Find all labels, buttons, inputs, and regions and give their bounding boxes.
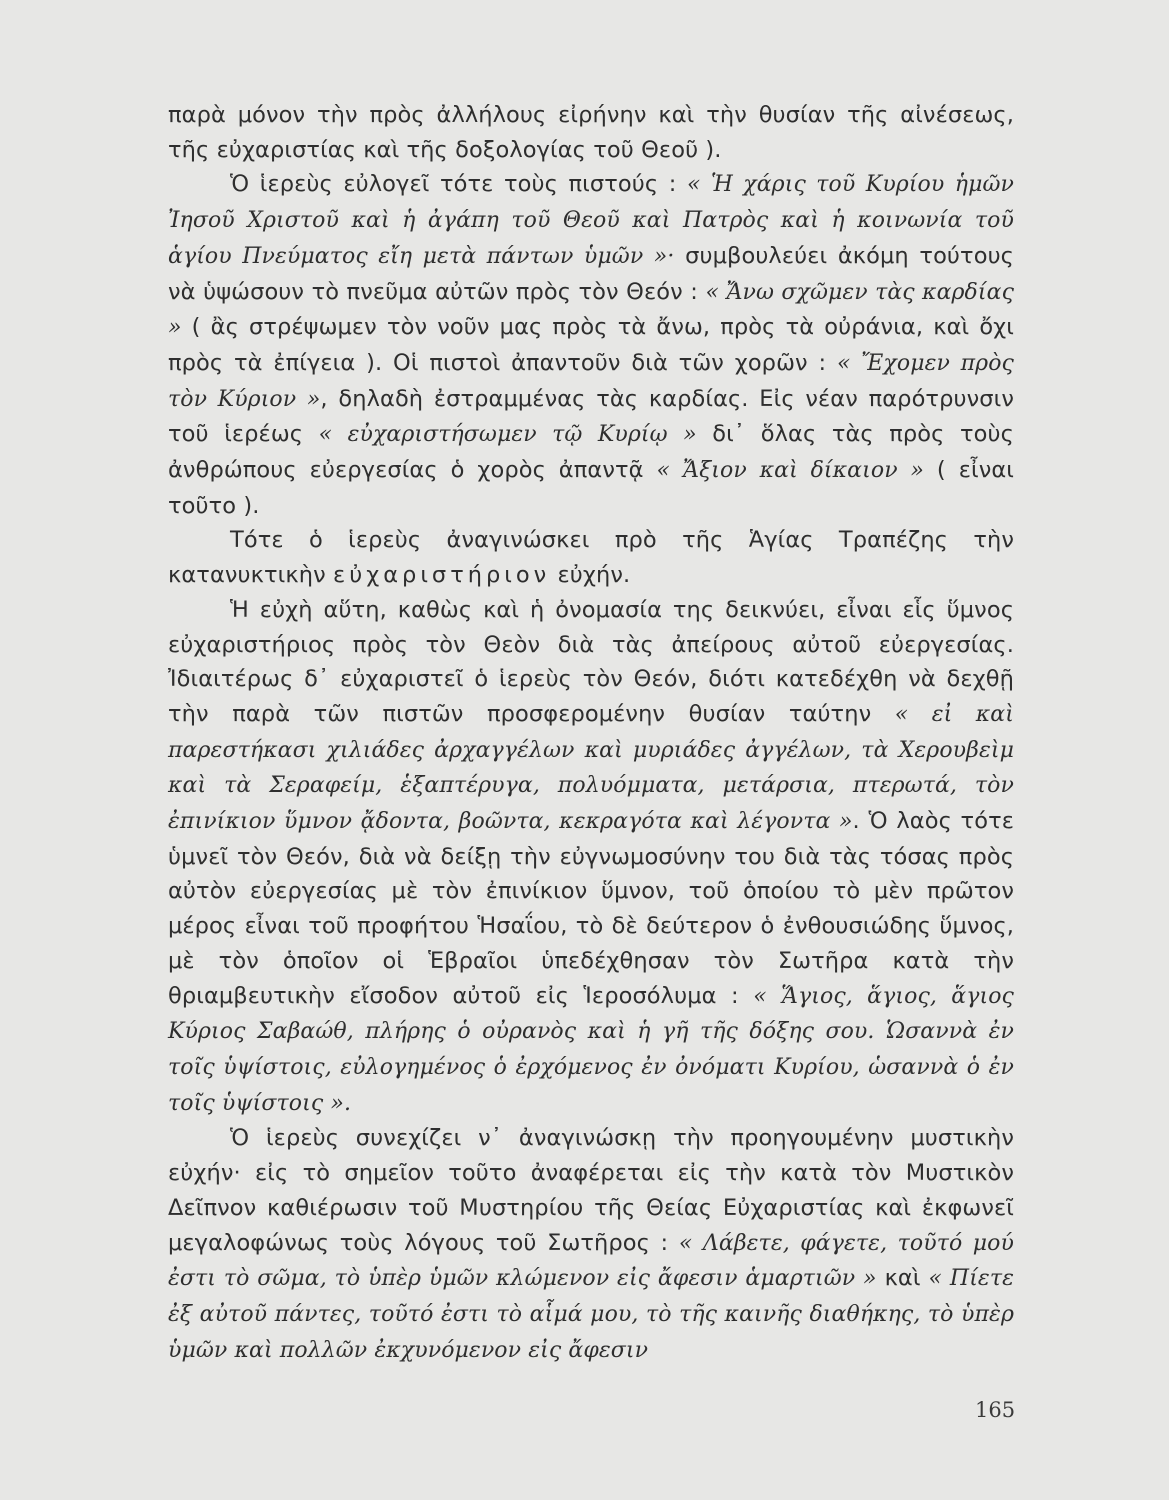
spaced-run: εὐχαριστήριον (333, 562, 551, 589)
text-run: συμβουλεύει ἀκόμη τούτους νὰ ὑψώσουν τὸ πνεῦμα αὐτῶν πρὸς τὸν Θεόν : (168, 242, 1014, 305)
page-number: 165 (975, 1398, 1016, 1422)
paragraph-2 (168, 167, 1014, 523)
text-run: Ἡ εὐχὴ αὕτη, καθὼς καὶ ἡ ὀνομασία της δεικνύει, εἶναι εἷς ὕμνος εὐχαριστήριος πρὸς τὸν Θεὸν διὰ τὰς ἀπείρους αὐτοῦ εὐεργεσίας. Ἰδιαιτέρως δ᾽ εὐχαριστεῖ ὁ ἱερεὺς τὸν Θεόν, διότι κατεδέχθη νὰ δεχθῇ τὴν παρὰ τῶν πιστῶν προσφερομένην θυσίαν ταύτην (168, 596, 1014, 727)
quote-run: « εὐχαριστήσωμεν τῷ Κυρίῳ » (318, 422, 697, 448)
paragraph-3 (168, 523, 1014, 592)
text-run: ( εἶναι τοῦτο ). (168, 457, 1015, 519)
text-run: , δηλαδὴ ἐστραμμένας τὰς καρδίας. Εἰς νέαν παρότρυνσιν τοῦ ἱερέως (168, 385, 1014, 448)
body-text (168, 98, 1014, 1368)
text-run: εὐχήν. (550, 562, 631, 589)
quote-run: « Ἅγιος, ἅγιος, ἅγιος Κύριος Σαβαώθ, πλήρης ὁ οὐρανὸς καὶ ἡ γῆ τῆς δόξης σου. Ὡσαννὰ ἐν τοῖς ὑψίστοις, εὐλογημένος ὁ ἐρχόμενος ἐν ὀνόματι Κυρίου, ὡσαννὰ ὁ ἐν τοῖς ὑψίστοις ». (168, 983, 1014, 1116)
text-run: . Ὁ λαὸς τότε ὑμνεῖ τὸν Θεόν, διὰ νὰ δείξῃ τὴν εὐγνωμοσύνην του διὰ τὰς τόσας πρὸς αὐτὸν εὐεργεσίας μὲ τὸν ἐπινίκιον ὕμνον, τοῦ ὁποίου τὸ μὲν πρῶτον μέρος εἶναι τοῦ προφήτου Ἡσαΐου, τὸ δὲ δεύτερον ὁ ἐνθουσιώδης ὕμνος, μὲ τὸν ὁποῖον οἱ Ἑβραῖοι ὑπεδέχθησαν τὸν Σωτῆρα κατὰ τὴν θριαμβευτικὴν εἴσοδον αὐτοῦ εἰς Ἱεροσόλυμα : (168, 808, 1014, 1009)
paragraph-4 (168, 593, 1014, 1122)
quote-run: « Λάβετε, φάγετε, τοῦτό μού ἐστι τὸ σῶμα, τὸ ὑπὲρ ὑμῶν κλώμενον εἰς ἄφεσιν ἁμαρτιῶν » (168, 1230, 1014, 1292)
quote-run: « Ἄξιον καὶ δίκαιον » (656, 458, 924, 484)
quote-run: « Πίετε ἐξ αὐτοῦ πάντες, τοῦτό ἐστι τὸ αἷμά μου, τὸ τῆς καινῆς διαθήκης, τὸ ὑπὲρ ὑμῶν καὶ πολλῶν ἐκχυνόμενον εἰς ἄφεσιν (168, 1266, 1015, 1363)
quote-run: « Ἔχομεν πρὸς τὸν Κύριον » (168, 350, 1014, 412)
text-run: καὶ (876, 1265, 929, 1292)
text-run: Ὁ ἱερεὺς εὐλογεῖ τότε τοὺς πιστούς : (230, 171, 687, 198)
text-run: παρὰ μόνον τὴν πρὸς ἀλλήλους εἰρήνην καὶ τὴν θυσίαν τῆς αἰνέσεως, τῆς εὐχαριστίας καὶ τῆς δοξολογίας τοῦ Θεοῦ ). (168, 102, 1014, 163)
quote-run: « εἰ καὶ παρεστήκασι χιλιάδες ἀρχαγγέλων καὶ μυριάδες ἀγγέλων, τὰ Χερουβεὶμ καὶ τὰ Σεραφείμ, ἑξαπτέρυγα, πολυόμματα, μετάρσια, πτερωτά, τὸν ἐπινίκιον ὕμνον ᾄδοντα, βοῶντα, κεκραγότα καὶ λέγοντα » (168, 701, 1014, 835)
text-run: Ὁ ἱερεὺς συνεχίζει ν᾽ ἀναγινώσκῃ τὴν προηγουμένην μυστικὴν εὐχήν· εἰς τὸ σημεῖον τοῦτο ἀναφέρεται εἰς τὴν κατὰ τὸν Μυστικὸν Δεῖπνον καθιέρωσιν τοῦ Μυστηρίου τῆς Θείας Εὐχαριστίας καὶ ἐκφωνεῖ μεγαλοφώνως τοὺς λόγους τοῦ Σωτῆρος : (168, 1125, 1014, 1256)
text-run: Τότε ὁ ἱερεὺς ἀναγινώσκει πρὸ τῆς Ἁγίας Τραπέζης τὴν κατανυκτικὴν (168, 527, 1014, 589)
quote-run: « Ἄνω σχῶμεν τὰς καρδίας » (168, 279, 1015, 341)
text-run: δι᾽ ὅλας τὰς πρὸς τοὺς ἀνθρώπους εὐεργεσίας ὁ χορὸς ἀπαντᾷ (168, 421, 1014, 484)
text-run: ( ἂς στρέψωμεν τὸν νοῦν μας πρὸς τὰ ἄνω, πρὸς τὰ οὐράνια, καὶ ὄχι πρὸς τὰ ἐπίγεια ). Οἱ πιστοὶ ἀπαντοῦν διὰ τῶν χορῶν : (168, 314, 1014, 376)
paragraph-5 (168, 1121, 1014, 1368)
quote-run: « Ἡ χάρις τοῦ Κυρίου ἡμῶν Ἰησοῦ Χριστοῦ καὶ ἡ ἀγάπη τοῦ Θεοῦ καὶ Πατρὸς καὶ ἡ κοινωνία τοῦ ἁγίου Πνεύματος εἴη μετὰ πάντων ὑμῶν »· (168, 172, 1014, 269)
paragraph-1 (168, 98, 1014, 167)
